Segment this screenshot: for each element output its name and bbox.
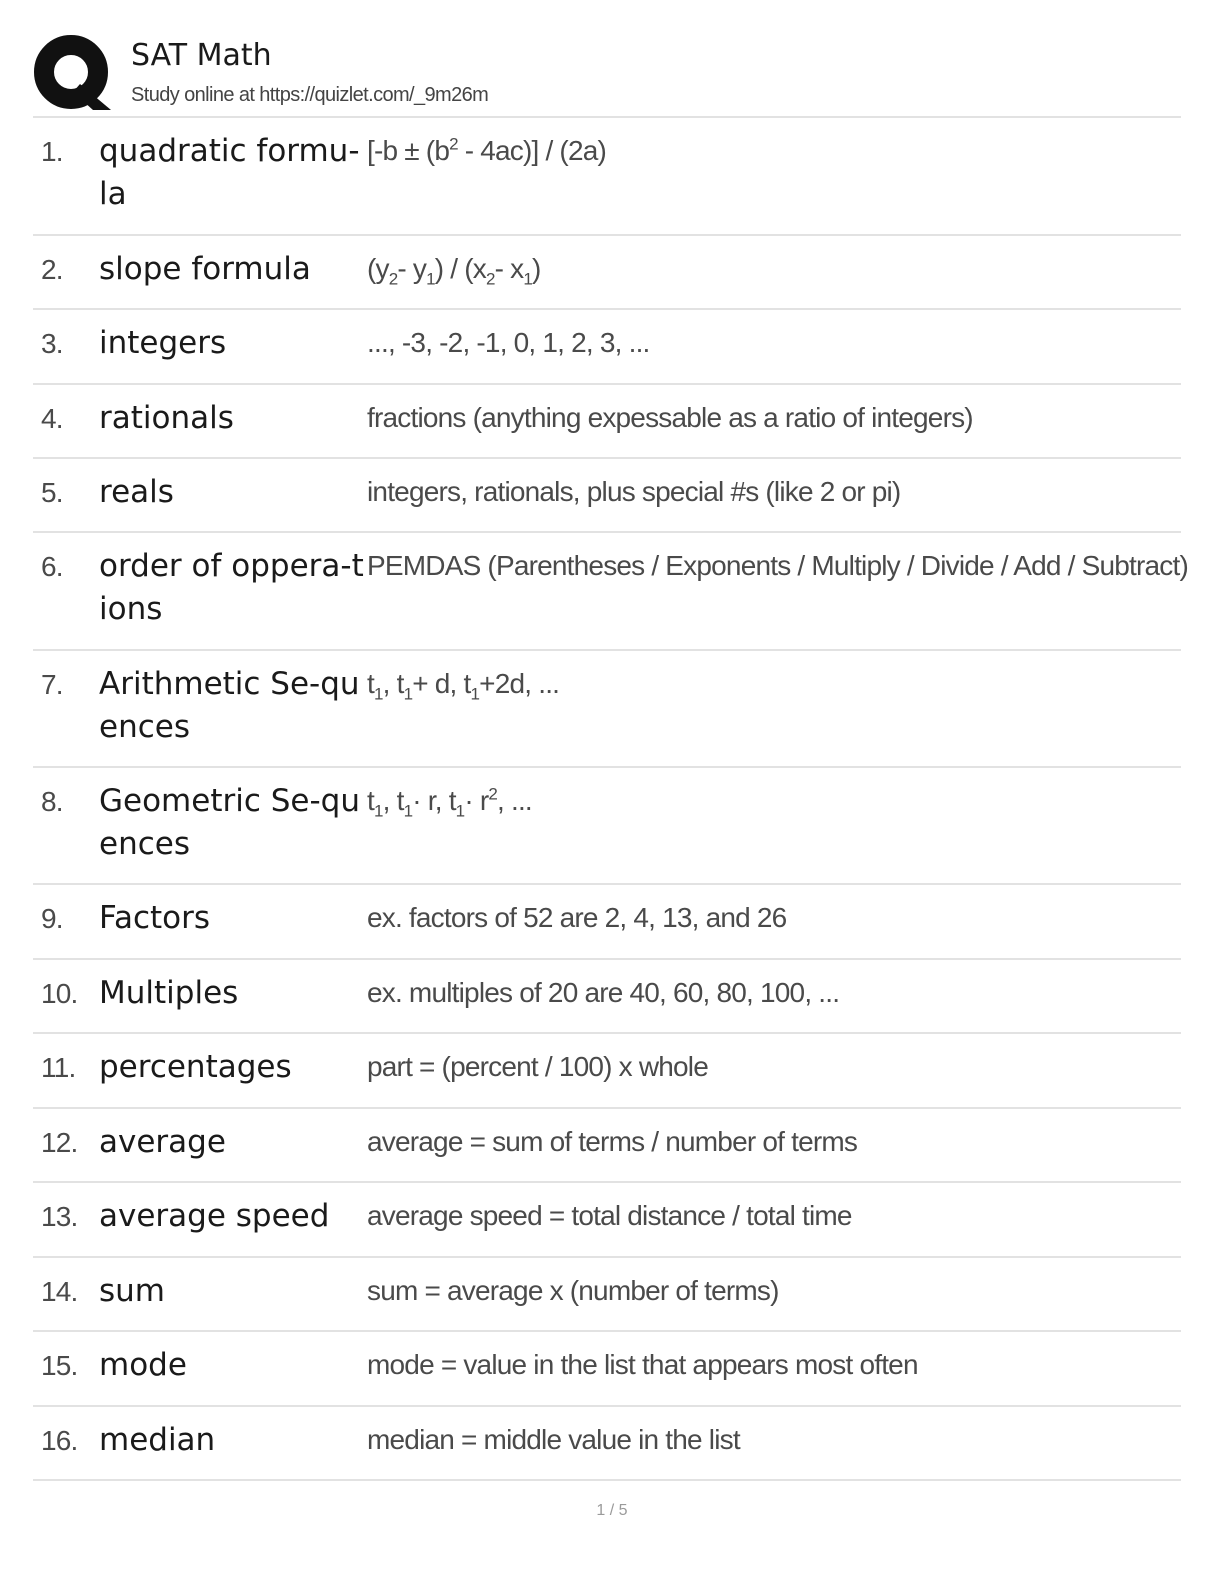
definition-segment: (y [367, 253, 389, 284]
definition-segment: - y [397, 253, 427, 284]
definition-segment: ex. multiples of 20 are 40, 60, 80, 100, ... [367, 977, 840, 1008]
card-number: 15. [41, 1350, 78, 1381]
card-definition [367, 131, 1167, 171]
card-definition [367, 249, 1167, 289]
definition-segment: , t [382, 785, 404, 816]
definition-segment: · r, t [412, 785, 456, 816]
flashcard-row [33, 118, 1181, 236]
flashcard-row [33, 459, 1181, 533]
card-number: 10. [41, 978, 78, 1009]
flashcard-row [33, 1034, 1181, 1109]
card-definition [367, 1047, 1167, 1087]
definition-segment: 2 [449, 134, 458, 154]
card-term: percentages [99, 1049, 292, 1085]
card-number: 14. [41, 1276, 78, 1307]
definition-segment: average speed = total distance / total time [367, 1200, 852, 1231]
quizlet-logo-icon [33, 34, 113, 112]
definition-segment: PEMDAS (Parentheses / Exponents / Multiply / Divide / Add / Subtract) [367, 550, 1188, 581]
flashcard-row [33, 960, 1181, 1034]
definition-segment: [-b ± (b [367, 135, 450, 166]
definition-segment: median = middle value in the list [367, 1424, 740, 1455]
card-definition [367, 1420, 1167, 1460]
card-term: median [99, 1422, 216, 1458]
card-definition [367, 546, 1188, 586]
definition-segment: fractions (anything expessable as a ratio of integers) [367, 402, 973, 433]
page-header [33, 34, 1183, 116]
definition-segment: · r [464, 785, 489, 816]
card-number: 2. [41, 254, 63, 285]
card-term: slope formula [99, 251, 311, 287]
definition-segment: 1 [455, 801, 465, 821]
card-definition [367, 472, 1167, 512]
definition-segment: , ... [497, 785, 532, 816]
card-number: 6. [41, 551, 63, 582]
card-definition [367, 1345, 1167, 1385]
definition-segment: 2 [485, 269, 495, 289]
definition-segment: ..., -3, -2, -1, 0, 1, 2, 3, ... [367, 327, 650, 358]
card-number: 11. [41, 1052, 76, 1083]
study-online-link[interactable]: Study online at https://quizlet.com/_9m26m [131, 84, 489, 106]
definition-segment: integers, rationals, plus special #s (like 2 or pi) [367, 476, 901, 507]
card-term: Geometric Se-quences [99, 783, 361, 862]
card-term: mode [99, 1347, 187, 1383]
card-term: reals [99, 474, 174, 510]
set-title: SAT Math [131, 38, 272, 73]
card-term: Multiples [99, 975, 239, 1011]
definition-segment: ex. factors of 52 are 2, 4, 13, and 26 [367, 902, 787, 933]
definition-segment: 1 [523, 269, 532, 289]
card-term: order of oppera-tions [99, 548, 364, 627]
definition-segment: 1 [470, 684, 480, 704]
definition-segment: 1 [373, 684, 383, 704]
definition-segment: part = (percent / 100) x whole [367, 1051, 708, 1082]
card-term: quadratic formu-la [99, 133, 360, 212]
definition-segment: 1 [426, 269, 435, 289]
flashcard-row [33, 1258, 1181, 1332]
card-definition [367, 1271, 1167, 1311]
definition-segment: ) / (x [434, 253, 486, 284]
flashcard-row [33, 533, 1188, 651]
card-definition [367, 323, 1167, 363]
card-term: Arithmetic Se-quences [99, 666, 360, 745]
card-number: 7. [41, 669, 63, 700]
card-number: 16. [41, 1425, 78, 1456]
flashcard-row [33, 310, 1181, 385]
definition-segment: 1 [403, 684, 413, 704]
card-term: integers [99, 325, 227, 361]
definition-segment: 1 [403, 801, 413, 821]
card-number: 3. [41, 328, 63, 359]
flashcard-list [33, 118, 1188, 1481]
definition-segment: mode = value in the list that appears most often [367, 1349, 918, 1380]
definition-segment: 2 [488, 784, 498, 804]
card-definition [367, 1196, 1167, 1236]
card-number: 9. [41, 903, 63, 934]
flashcard-row [33, 1407, 1181, 1481]
card-number: 4. [41, 403, 63, 434]
page-number: 1 / 5 [596, 1502, 628, 1519]
definition-segment: t [367, 668, 374, 699]
definition-segment: - x [494, 253, 524, 284]
definition-segment: - 4ac)] / (2a) [457, 135, 607, 166]
card-definition [367, 898, 1167, 938]
card-term: Factors [99, 900, 211, 936]
flashcard-row [33, 768, 1181, 885]
flashcard-row [33, 1109, 1181, 1183]
card-number: 8. [41, 786, 63, 817]
flashcard-row [33, 1332, 1181, 1407]
card-number: 1. [41, 136, 63, 167]
card-term: average speed [99, 1198, 330, 1234]
flashcard-row [33, 651, 1181, 768]
card-term: rationals [99, 400, 234, 436]
definition-segment: , t [382, 668, 404, 699]
card-number: 12. [41, 1127, 78, 1158]
card-definition [367, 781, 1167, 821]
definition-segment: average = sum of terms / number of terms [367, 1126, 858, 1157]
card-definition [367, 973, 1167, 1013]
flashcard-row [33, 885, 1181, 960]
card-definition [367, 664, 1167, 704]
card-number: 5. [41, 477, 63, 508]
card-term: sum [99, 1273, 165, 1309]
definition-segment: + d, t [412, 668, 471, 699]
flashcard-row [33, 1183, 1181, 1258]
flashcard-row [33, 236, 1181, 310]
definition-segment: ) [531, 253, 541, 284]
definition-segment: t [367, 785, 374, 816]
definition-segment: 2 [388, 269, 398, 289]
card-definition [367, 398, 1167, 438]
card-term: average [99, 1124, 226, 1160]
card-definition [367, 1122, 1167, 1162]
definition-segment: 1 [373, 801, 383, 821]
definition-segment: sum = average x (number of terms) [367, 1275, 779, 1306]
card-number: 13. [41, 1201, 78, 1232]
definition-segment: +2d, ... [479, 668, 560, 699]
flashcard-row [33, 385, 1181, 459]
